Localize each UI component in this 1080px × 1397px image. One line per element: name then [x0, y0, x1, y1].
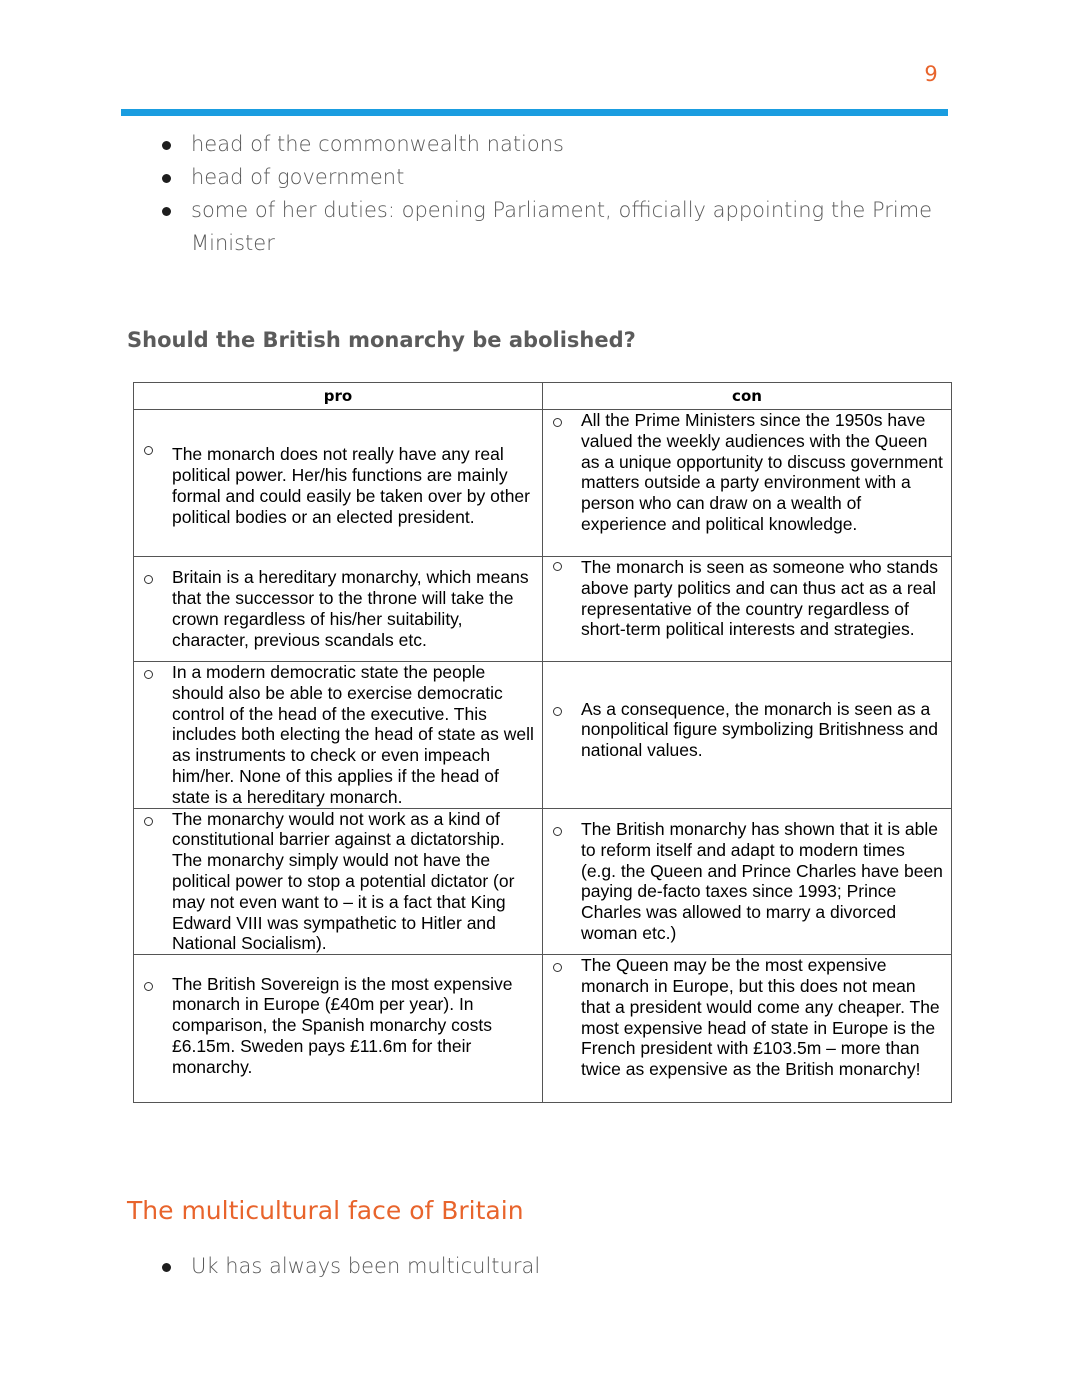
- table-row: [134, 808, 952, 955]
- bullet-dot-icon: [162, 174, 171, 183]
- multicultural-heading: The multicultural face of Britain: [127, 1196, 524, 1225]
- list-item: [160, 1250, 960, 1283]
- pro-cell: [134, 955, 543, 1103]
- con-column-header: con: [543, 383, 952, 410]
- table-row: [134, 557, 952, 662]
- bullet-text: Uk has always been multicultural: [191, 1254, 541, 1278]
- hollow-bullet-icon: [553, 418, 562, 427]
- bullet-dot-icon: [162, 1263, 171, 1272]
- list-item: [160, 161, 960, 194]
- pro-text: The monarch does not really have any real political power. Her/his functions are mainly formal and could easily be taken over by other political bodies or an elected president.: [172, 444, 530, 527]
- hollow-bullet-icon: [553, 827, 562, 836]
- bullet-text: head of government: [191, 165, 405, 189]
- con-text: The monarch is seen as someone who stands above party politics and can thus act as a real representative of the country regardless of short-term political interests and strategies.: [581, 557, 938, 640]
- multicultural-bullet-list: [160, 1250, 960, 1283]
- pro-text: Britain is a hereditary monarchy, which means that the successor to the throne will take the crown regardless of his/her suitability, character, previous scandals etc.: [172, 567, 529, 650]
- con-cell: [543, 557, 952, 662]
- pro-text: The British Sovereign is the most expensive monarch in Europe (£40m per year). In comparison, the Spanish monarchy costs £6.15m. Sweden pays £11.6m for their monarchy.: [172, 973, 513, 1077]
- con-text: The Queen may be the most expensive monarch in Europe, but this does not mean that a president would come any cheaper. The most expensive head of state in Europe is the French president with £103.5m – more than twice as expensive as the British monarchy!: [581, 955, 940, 1080]
- table-row: [134, 662, 952, 809]
- pro-cell: [134, 557, 543, 662]
- con-text: All the Prime Ministers since the 1950s have valued the weekly audiences with the Queen as a unique opportunity to discuss government matters outside a party environment with a person who can draw on a wealth of experience and political knowledge.: [581, 410, 943, 534]
- table-row: [134, 410, 952, 557]
- hollow-bullet-icon: [553, 707, 562, 716]
- bullet-text: some of her duties: opening Parliament, officially appointing the Prime Minister: [191, 198, 933, 255]
- bullet-text: head of the commonwealth nations: [191, 132, 564, 156]
- con-cell: [543, 410, 952, 557]
- page-number: 9: [924, 62, 938, 86]
- hollow-bullet-icon: [144, 982, 153, 991]
- pro-text: In a modern democratic state the people should also be able to exercise democratic control of the head of the executive. This includes both electing the head of state as well as instruments to check or even impeach him/her. None of this applies if the head of state is a hereditary monarch.: [172, 662, 534, 807]
- table-row: [134, 955, 952, 1103]
- hollow-bullet-icon: [144, 446, 153, 455]
- hollow-bullet-icon: [144, 670, 153, 679]
- bullet-dot-icon: [162, 141, 171, 150]
- pro-cell: [134, 662, 543, 809]
- hollow-bullet-icon: [144, 575, 153, 584]
- hollow-bullet-icon: [553, 963, 562, 972]
- con-cell: [543, 662, 952, 809]
- con-cell: [543, 955, 952, 1103]
- con-cell: [543, 808, 952, 955]
- pro-column-header: pro: [134, 383, 543, 410]
- con-text: The British monarchy has shown that it is able to reform itself and adapt to modern times (e.g. the Queen and Prince Charles have been paying de-facto taxes since 1993; Prince Charles was allowed to marry a divorced woman etc.): [581, 818, 943, 943]
- pro-text: The monarchy would not work as a kind of constitutional barrier against a dictatorship. The monarchy simply would not have the political power to stop a potential dictator (or may not even want to – it is a fact that King Edward VIII was sympathetic to Hitler and National Socialism).: [172, 808, 515, 954]
- bullet-dot-icon: [162, 207, 171, 216]
- list-item: [160, 128, 960, 161]
- section-heading: Should the British monarchy be abolished?: [127, 328, 636, 352]
- hollow-bullet-icon: [553, 562, 562, 571]
- table-header-row: [134, 383, 952, 410]
- top-blue-rule: [121, 109, 948, 116]
- list-item: [160, 194, 960, 260]
- pro-cell: [134, 410, 543, 557]
- hollow-bullet-icon: [144, 817, 153, 826]
- pro-con-table: [133, 382, 952, 1103]
- pro-cell: [134, 808, 543, 955]
- con-text: As a consequence, the monarch is seen as a nonpolitical figure symbolizing Britishness and national values.: [581, 698, 938, 761]
- intro-bullet-list: [160, 128, 960, 260]
